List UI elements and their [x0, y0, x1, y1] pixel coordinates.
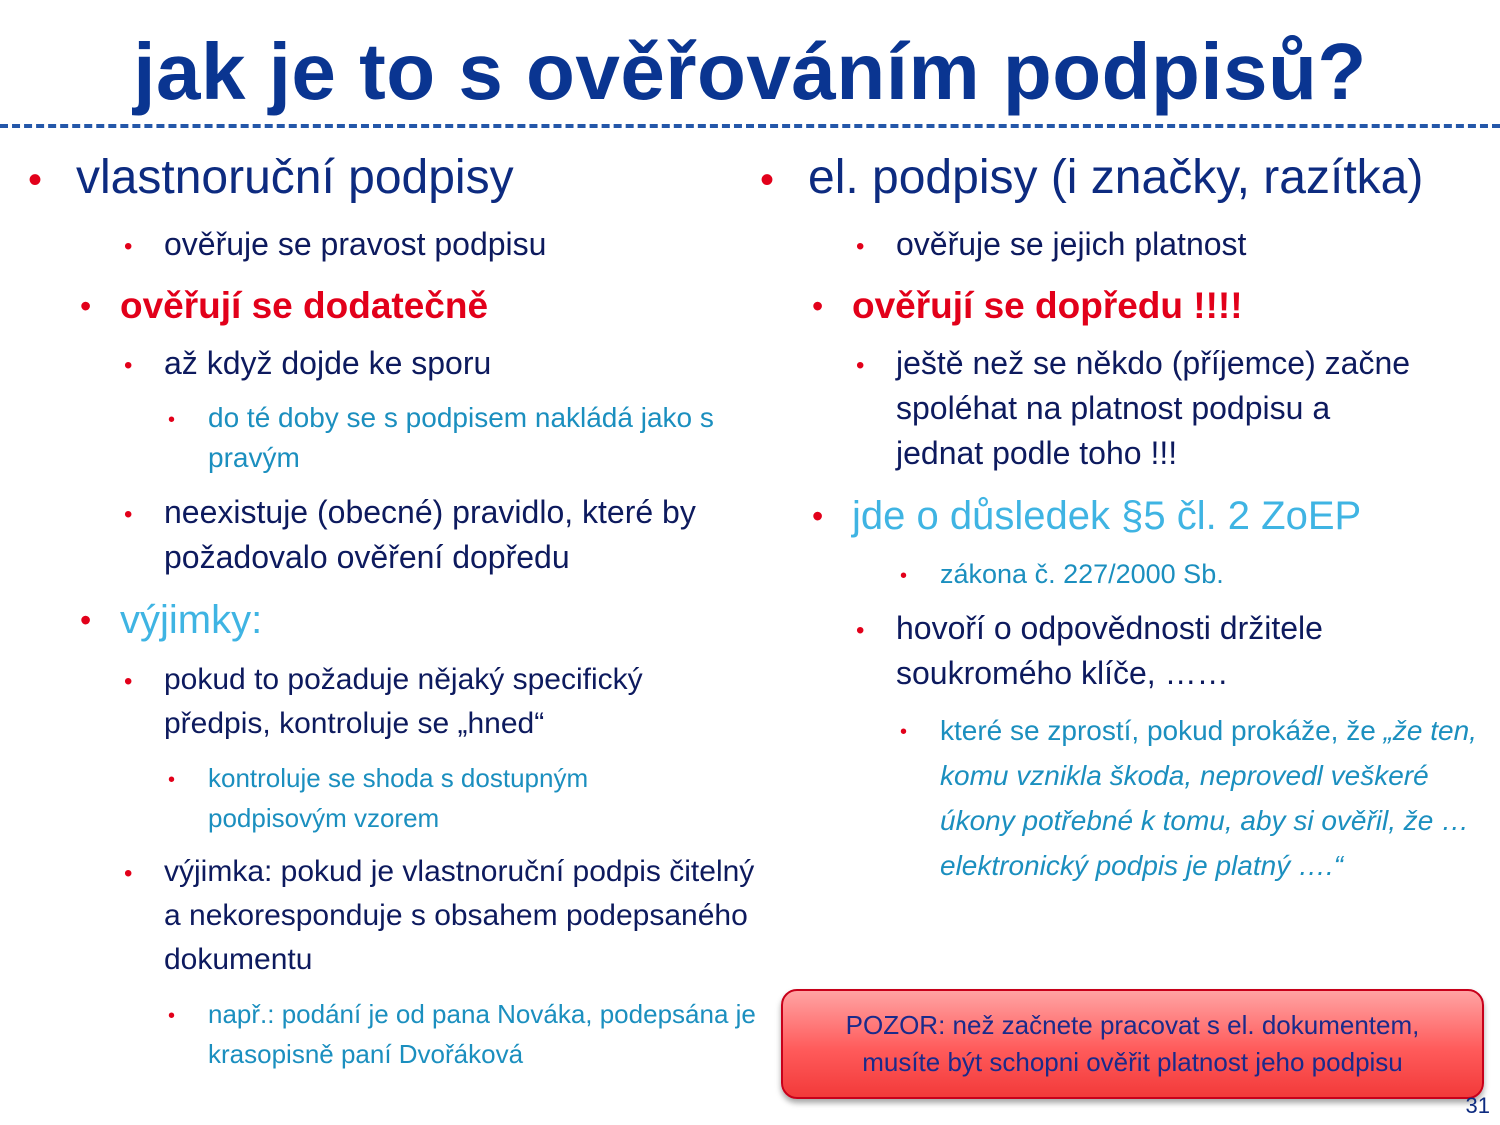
list-item-text: které se zprostí, pokud prokáže, že	[940, 715, 1376, 746]
bullet-icon: •	[812, 288, 824, 324]
warning-line-1: POZOR: než začnete pracovat s el. dokumentem,	[845, 1010, 1420, 1040]
bullet-icon: •	[856, 352, 865, 379]
bullet-icon: •	[168, 409, 176, 431]
bullet-icon: •	[812, 498, 824, 534]
left-column	[28, 148, 763, 1086]
bullet-icon: •	[124, 668, 133, 695]
list-item-text: neexistuje (obecné) pravidlo, které by požadovalo ověření dopředu	[164, 494, 696, 575]
bullet-icon: •	[856, 617, 865, 644]
list-item	[28, 490, 763, 580]
left-heading-text: vlastnoruční podpisy	[76, 151, 514, 204]
list-item-text: např.: podání je od pana Nováka, podepsána je krasopisně paní Dvořáková	[208, 999, 756, 1069]
page-number: 31	[1465, 1093, 1490, 1118]
list-item	[28, 994, 763, 1074]
bullet-icon: •	[80, 602, 92, 638]
bullet-icon: •	[124, 352, 133, 379]
list-item-text: pokud to požaduje nějaký specifický předpis, kontroluje se „hned“	[164, 663, 643, 740]
list-item	[28, 398, 763, 478]
list-item-text: ověřují se dopředu !!!!	[852, 285, 1243, 326]
bullet-icon: •	[900, 721, 908, 743]
warning-line-2: musíte být schopni ověřit platnost jeho podpisu	[862, 1047, 1403, 1077]
list-item-text: do té doby se s podpisem nakládá jako s pravým	[208, 402, 714, 473]
bullet-icon: •	[900, 565, 908, 587]
bullet-icon: •	[124, 233, 133, 260]
list-item	[760, 554, 1495, 594]
list-item	[760, 708, 1495, 888]
list-item	[28, 592, 763, 648]
right-heading-text: el. podpisy (i značky, razítka)	[808, 151, 1424, 204]
list-item	[28, 281, 763, 331]
left-heading	[28, 148, 763, 208]
bullet-icon: •	[124, 501, 133, 528]
list-item	[760, 488, 1495, 544]
list-item-text: ověřuje se pravost podpisu	[164, 226, 547, 262]
list-item-text: zákona č. 227/2000 Sb.	[940, 559, 1224, 589]
warning-callout	[781, 989, 1484, 1099]
list-item	[760, 222, 1495, 267]
list-item-text: hovoří o odpovědnosti držitele soukromého klíče, ……	[896, 610, 1323, 691]
list-item	[760, 281, 1495, 331]
title-divider	[0, 124, 1500, 128]
list-item	[28, 222, 763, 267]
bullet-icon: •	[856, 233, 865, 260]
right-column	[760, 148, 1495, 900]
list-item	[28, 850, 763, 982]
list-item	[28, 758, 763, 838]
list-item	[28, 658, 763, 746]
list-item-text: ověřují se dodatečně	[120, 285, 489, 326]
bullet-icon: •	[760, 158, 775, 202]
bullet-icon: •	[124, 860, 133, 887]
list-item-text: až když dojde ke sporu	[164, 345, 492, 381]
right-heading	[760, 148, 1495, 208]
bullet-icon: •	[168, 1005, 176, 1027]
list-item-text: jde o důsledek §5 čl. 2 ZoEP	[852, 494, 1362, 538]
list-item-text: ověřuje se jejich platnost	[896, 226, 1247, 262]
bullet-icon: •	[28, 158, 43, 202]
bullet-icon: •	[168, 769, 176, 791]
slide-title: jak je to s ověřováním podpisů?	[133, 27, 1367, 116]
list-item	[28, 341, 763, 386]
list-item-text: kontroluje se shoda s dostupným podpisovým vzorem	[208, 763, 589, 833]
quoted-law-text: „že ten, komu vznikla škoda, neprovedl veškeré úkony potřebné k tomu, aby si ověřil, že … elektronický podpis je platný ….“	[940, 715, 1477, 881]
list-item-text: výjimka: pokud je vlastnoruční podpis čitelný a nekoresponduje s obsahem podepsaného dokumentu	[164, 855, 755, 976]
list-item-text: ještě než se někdo (příjemce) začne spoléhat na platnost podpisu a jednat podle toho !!!	[896, 345, 1411, 471]
list-item-text: výjimky:	[120, 598, 263, 642]
list-item	[760, 606, 1495, 696]
list-item	[760, 341, 1495, 476]
bullet-icon: •	[80, 288, 92, 324]
